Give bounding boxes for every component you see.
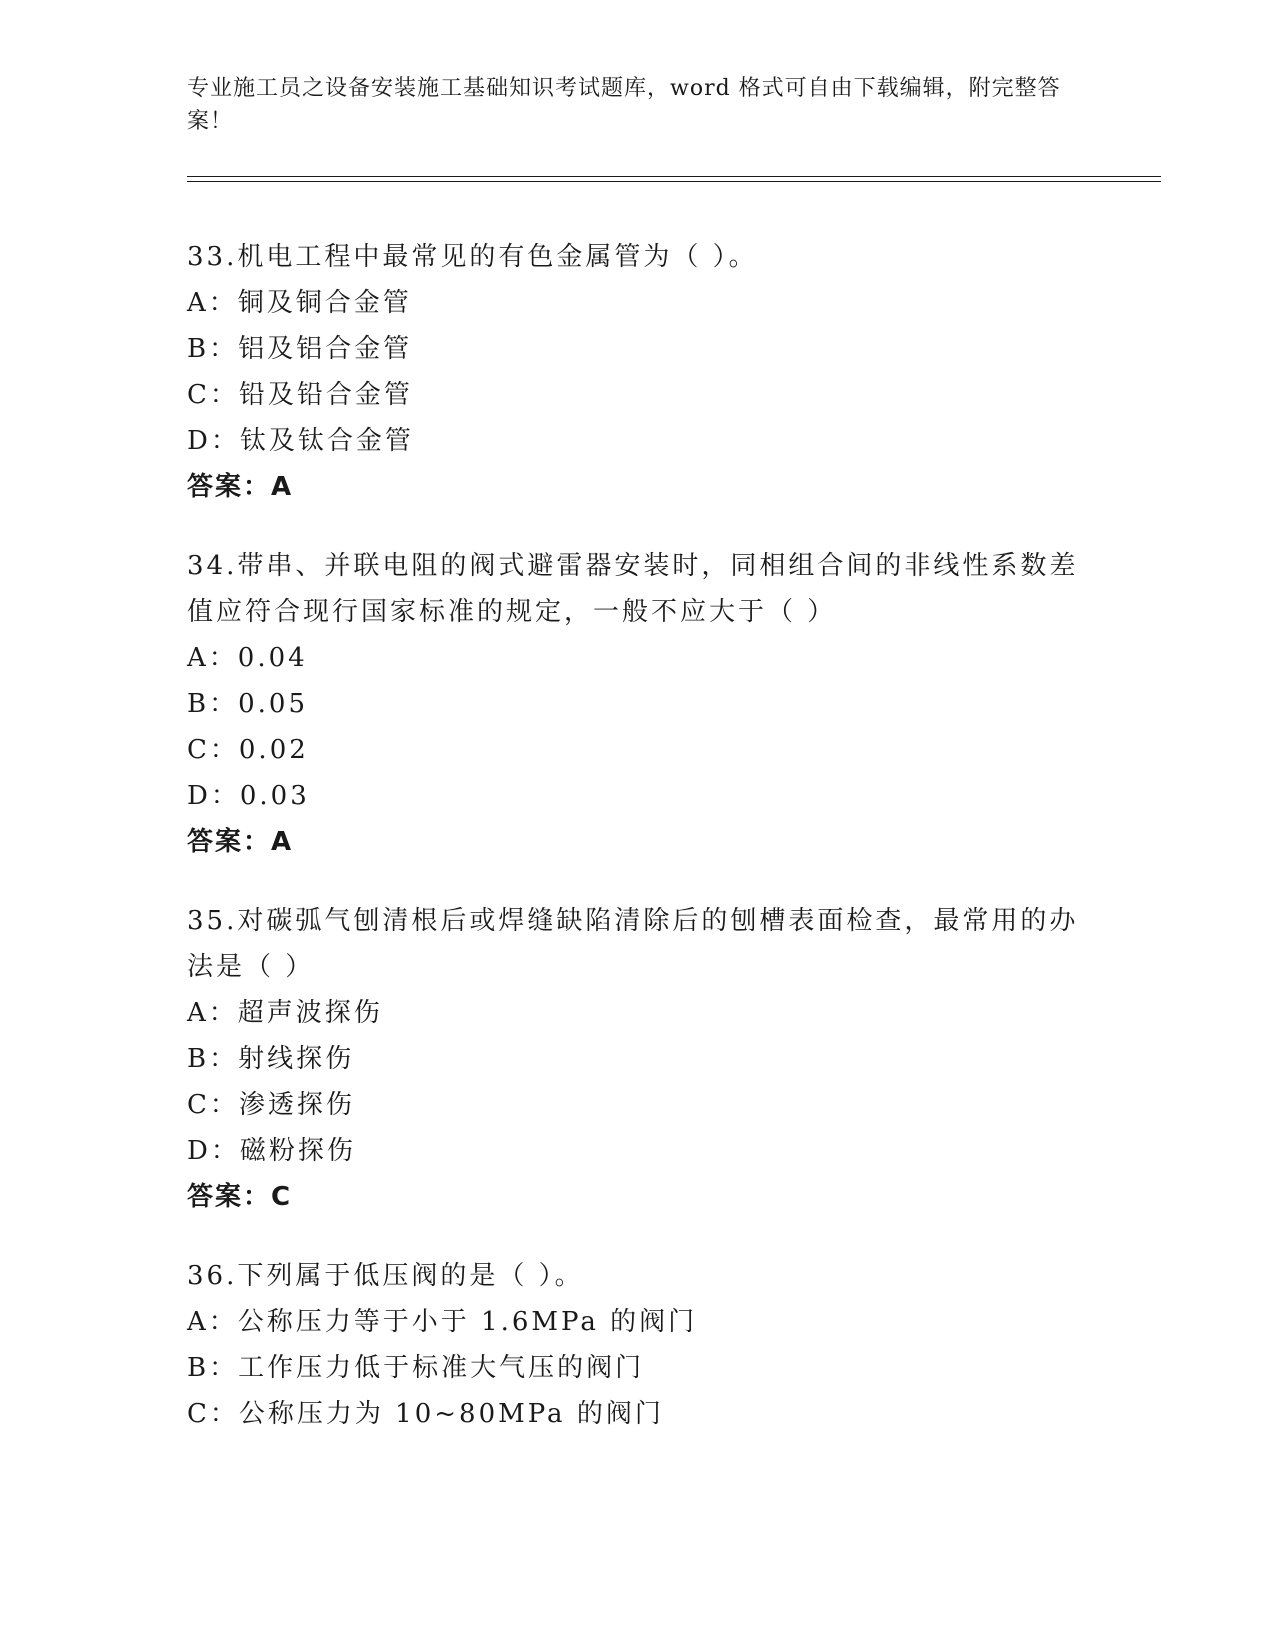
question-34 (187, 543, 1087, 865)
option-d: D：磁粉探伤 (187, 1136, 356, 1166)
option-c: C：0.02 (187, 735, 309, 765)
header-rule-bottom (187, 181, 1161, 182)
option-a: A：公称压力等于小于 1.6MPa 的阀门 (187, 1307, 698, 1337)
document-header: 专业施工员之设备安装施工基础知识考试题库，word 格式可自由下载编辑，附完整答案！ (187, 76, 1061, 134)
answer-label: 答案：C (187, 1182, 293, 1212)
option-c: C：渗透探伤 (187, 1090, 355, 1120)
option-a: A：0.04 (187, 643, 308, 673)
question-stem: 33.机电工程中最常见的有色金属管为（ ）。 (187, 242, 758, 272)
option-a: A：铜及铜合金管 (187, 288, 412, 318)
option-b: B：0.05 (187, 689, 308, 719)
option-c: C：公称压力为 10~80MPa 的阀门 (187, 1399, 664, 1429)
option-b: B：射线探伤 (187, 1044, 355, 1074)
question-list (187, 234, 1087, 1470)
question-33 (187, 234, 1087, 510)
question-stem: 36.下列属于低压阀的是（ ）。 (187, 1261, 584, 1291)
option-d: D：钛及钛合金管 (187, 426, 414, 456)
option-c: C：铅及铅合金管 (187, 380, 413, 410)
option-a: A：超声波探伤 (187, 998, 383, 1028)
question-36 (187, 1253, 1087, 1437)
question-35 (187, 898, 1087, 1220)
option-b: B：铝及铝合金管 (187, 334, 413, 364)
question-stem: 34.带串、并联电阻的阀式避雷器安装时，同相组合间的非线性系数差值应符合现行国家标准的规定，一般不应大于（ ） (187, 551, 1079, 627)
option-d: D：0.03 (187, 781, 310, 811)
answer-label: 答案：A (187, 472, 294, 502)
header-rule-top (187, 176, 1161, 177)
answer-label: 答案：A (187, 827, 294, 857)
question-stem: 35.对碳弧气刨清根后或焊缝缺陷清除后的刨槽表面检查，最常用的办法是（ ） (187, 906, 1079, 982)
option-b: B：工作压力低于标准大气压的阀门 (187, 1353, 645, 1383)
